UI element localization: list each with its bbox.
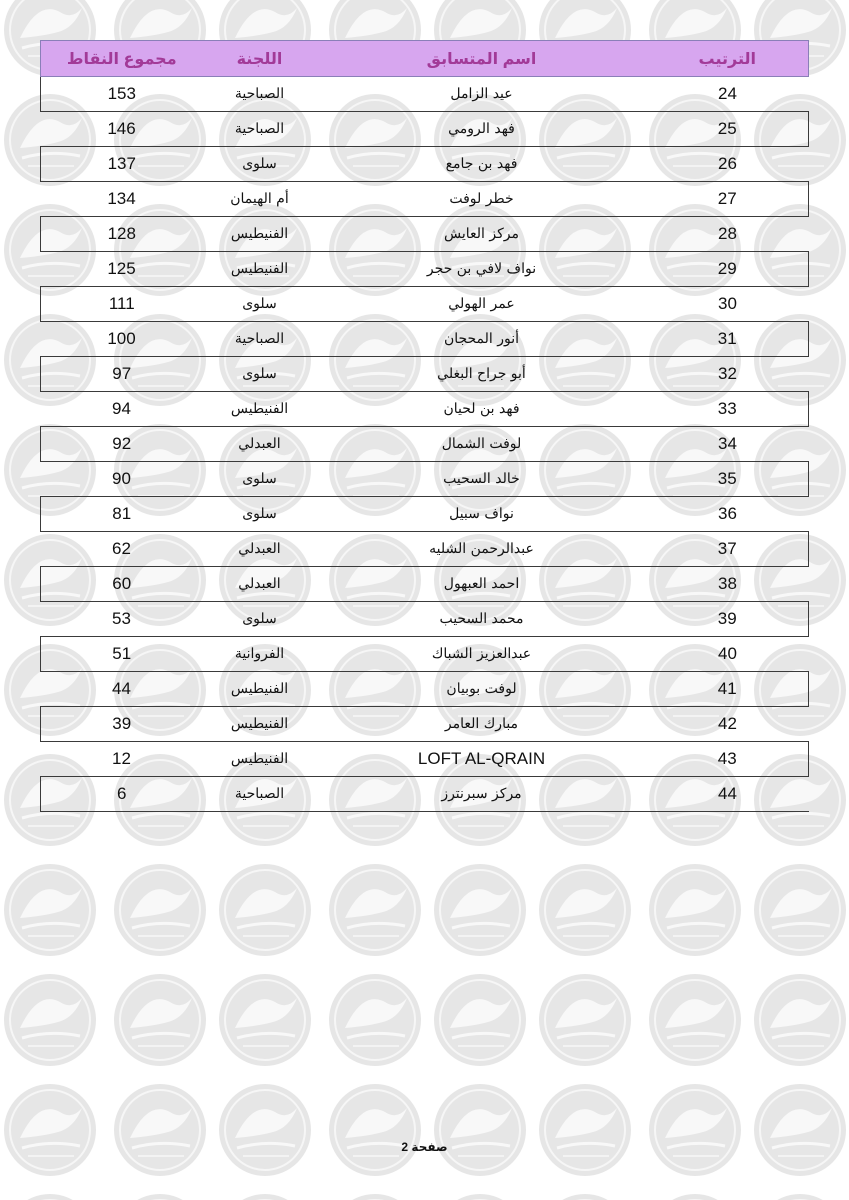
cell-committee: الفروانية — [203, 637, 317, 672]
cell-rank: 44 — [647, 777, 809, 812]
table-row — [41, 217, 809, 252]
table-row — [41, 357, 809, 392]
watermark-logo-icon — [219, 1084, 311, 1176]
table-row — [41, 147, 809, 182]
cell-name: نواف لافي بن حجر — [317, 252, 647, 287]
cell-committee: العبدلي — [203, 427, 317, 462]
cell-committee: الفنيطيس — [203, 672, 317, 707]
table-row — [41, 707, 809, 742]
cell-points: 137 — [41, 147, 203, 182]
watermark-logo-icon — [219, 864, 311, 956]
watermark-logo-icon — [539, 974, 631, 1066]
watermark-logo-icon — [329, 1084, 421, 1176]
cell-points: 81 — [41, 497, 203, 532]
cell-rank: 43 — [647, 742, 809, 777]
cell-name: مبارك العامر — [317, 707, 647, 742]
watermark-logo-icon — [649, 1084, 741, 1176]
table-row — [41, 322, 809, 357]
cell-points: 90 — [41, 462, 203, 497]
watermark-logo-icon — [754, 864, 846, 956]
watermark-logo-icon — [4, 864, 96, 956]
cell-name: احمد العبهول — [317, 567, 647, 602]
cell-committee: الصباحية — [203, 777, 317, 812]
cell-committee: سلوى — [203, 357, 317, 392]
watermark-logo-icon — [329, 974, 421, 1066]
cell-points: 100 — [41, 322, 203, 357]
cell-committee: سلوى — [203, 287, 317, 322]
cell-rank: 26 — [647, 147, 809, 182]
cell-rank: 30 — [647, 287, 809, 322]
watermark-logo-icon — [329, 864, 421, 956]
cell-name: مركز العايش — [317, 217, 647, 252]
header-name: اسم المتسابق — [317, 41, 647, 77]
header-rank: الترتيب — [647, 41, 809, 77]
table-row — [41, 637, 809, 672]
cell-name: محمد السحيب — [317, 602, 647, 637]
cell-committee: سلوى — [203, 147, 317, 182]
cell-points: 39 — [41, 707, 203, 742]
watermark-logo-icon — [114, 1194, 206, 1200]
cell-committee: العبدلي — [203, 567, 317, 602]
watermark-logo-icon — [539, 1084, 631, 1176]
cell-points: 12 — [41, 742, 203, 777]
table-row — [41, 742, 809, 777]
watermark-logo-icon — [434, 974, 526, 1066]
cell-name: فهد بن جامع — [317, 147, 647, 182]
cell-committee: أم الهيمان — [203, 182, 317, 217]
header-points: مجموع النقاط — [41, 41, 203, 77]
cell-points: 92 — [41, 427, 203, 462]
cell-points: 146 — [41, 112, 203, 147]
watermark-logo-icon — [649, 974, 741, 1066]
cell-rank: 35 — [647, 462, 809, 497]
cell-points: 62 — [41, 532, 203, 567]
cell-name: أنور المحجان — [317, 322, 647, 357]
table-row — [41, 777, 809, 812]
cell-name: نواف سبيل — [317, 497, 647, 532]
watermark-logo-icon — [329, 1194, 421, 1200]
page-number: صفحة 2 — [401, 1140, 448, 1154]
watermark-logo-icon — [754, 974, 846, 1066]
cell-points: 153 — [41, 77, 203, 112]
watermark-logo-icon — [114, 864, 206, 956]
watermark-logo-icon — [754, 1084, 846, 1176]
table-row — [41, 287, 809, 322]
cell-committee: سلوى — [203, 497, 317, 532]
cell-name: لوفت الشمال — [317, 427, 647, 462]
cell-rank: 37 — [647, 532, 809, 567]
cell-points: 111 — [41, 287, 203, 322]
cell-name: مركز سبرنترز — [317, 777, 647, 812]
cell-rank: 33 — [647, 392, 809, 427]
cell-name: عبدالعزيز الشباك — [317, 637, 647, 672]
cell-rank: 29 — [647, 252, 809, 287]
watermark-logo-icon — [114, 1084, 206, 1176]
watermark-logo-icon — [649, 1194, 741, 1200]
table-header-row — [41, 41, 809, 77]
cell-rank: 41 — [647, 672, 809, 707]
table-row — [41, 497, 809, 532]
cell-rank: 42 — [647, 707, 809, 742]
cell-name: لوفت بوبيان — [317, 672, 647, 707]
cell-rank: 40 — [647, 637, 809, 672]
cell-rank: 27 — [647, 182, 809, 217]
cell-points: 94 — [41, 392, 203, 427]
cell-rank: 25 — [647, 112, 809, 147]
table-row — [41, 77, 809, 112]
watermark-logo-icon — [219, 974, 311, 1066]
watermark-logo-icon — [434, 1194, 526, 1200]
cell-points: 60 — [41, 567, 203, 602]
cell-committee: الفنيطيس — [203, 217, 317, 252]
cell-committee: العبدلي — [203, 532, 317, 567]
cell-name: عمر الهولي — [317, 287, 647, 322]
watermark-logo-icon — [434, 1084, 526, 1176]
cell-points: 97 — [41, 357, 203, 392]
cell-rank: 32 — [647, 357, 809, 392]
watermark-logo-icon — [4, 1194, 96, 1200]
cell-rank: 24 — [647, 77, 809, 112]
cell-committee: سلوى — [203, 462, 317, 497]
watermark-logo-icon — [4, 974, 96, 1066]
watermark-logo-icon — [539, 1194, 631, 1200]
cell-name: خالد السحيب — [317, 462, 647, 497]
cell-rank: 38 — [647, 567, 809, 602]
watermark-logo-icon — [539, 864, 631, 956]
table-row — [41, 252, 809, 287]
cell-name: عبدالرحمن الشليه — [317, 532, 647, 567]
cell-committee: الصباحية — [203, 322, 317, 357]
cell-committee: الفنيطيس — [203, 742, 317, 777]
watermark-logo-icon — [114, 974, 206, 1066]
cell-points: 53 — [41, 602, 203, 637]
cell-points: 44 — [41, 672, 203, 707]
table-row — [41, 427, 809, 462]
cell-committee: الفنيطيس — [203, 707, 317, 742]
cell-points: 128 — [41, 217, 203, 252]
cell-rank: 28 — [647, 217, 809, 252]
cell-committee: سلوى — [203, 602, 317, 637]
cell-name: أبو جراح البغلي — [317, 357, 647, 392]
cell-committee: الصباحية — [203, 77, 317, 112]
cell-points: 6 — [41, 777, 203, 812]
cell-name: فهد بن لحيان — [317, 392, 647, 427]
table-row — [41, 567, 809, 602]
watermark-logo-icon — [219, 1194, 311, 1200]
table-row — [41, 392, 809, 427]
cell-rank: 39 — [647, 602, 809, 637]
table-row — [41, 532, 809, 567]
cell-committee: الفنيطيس — [203, 392, 317, 427]
cell-rank: 31 — [647, 322, 809, 357]
header-committee: اللجنة — [203, 41, 317, 77]
watermark-logo-icon — [434, 864, 526, 956]
table-row — [41, 602, 809, 637]
table-row — [41, 672, 809, 707]
cell-name: فهد الرومي — [317, 112, 647, 147]
results-table — [40, 40, 809, 812]
cell-rank: 34 — [647, 427, 809, 462]
cell-points: 51 — [41, 637, 203, 672]
cell-points: 125 — [41, 252, 203, 287]
table-row — [41, 182, 809, 217]
cell-name: LOFT AL-QRAIN — [317, 742, 647, 777]
cell-points: 134 — [41, 182, 203, 217]
table-row — [41, 462, 809, 497]
cell-name: عيد الزامل — [317, 77, 647, 112]
table-row — [41, 112, 809, 147]
cell-rank: 36 — [647, 497, 809, 532]
watermark-logo-icon — [754, 1194, 846, 1200]
watermark-logo-icon — [649, 864, 741, 956]
cell-name: خطر لوفت — [317, 182, 647, 217]
watermark-logo-icon — [4, 1084, 96, 1176]
cell-committee: الصباحية — [203, 112, 317, 147]
cell-committee: الفنيطيس — [203, 252, 317, 287]
